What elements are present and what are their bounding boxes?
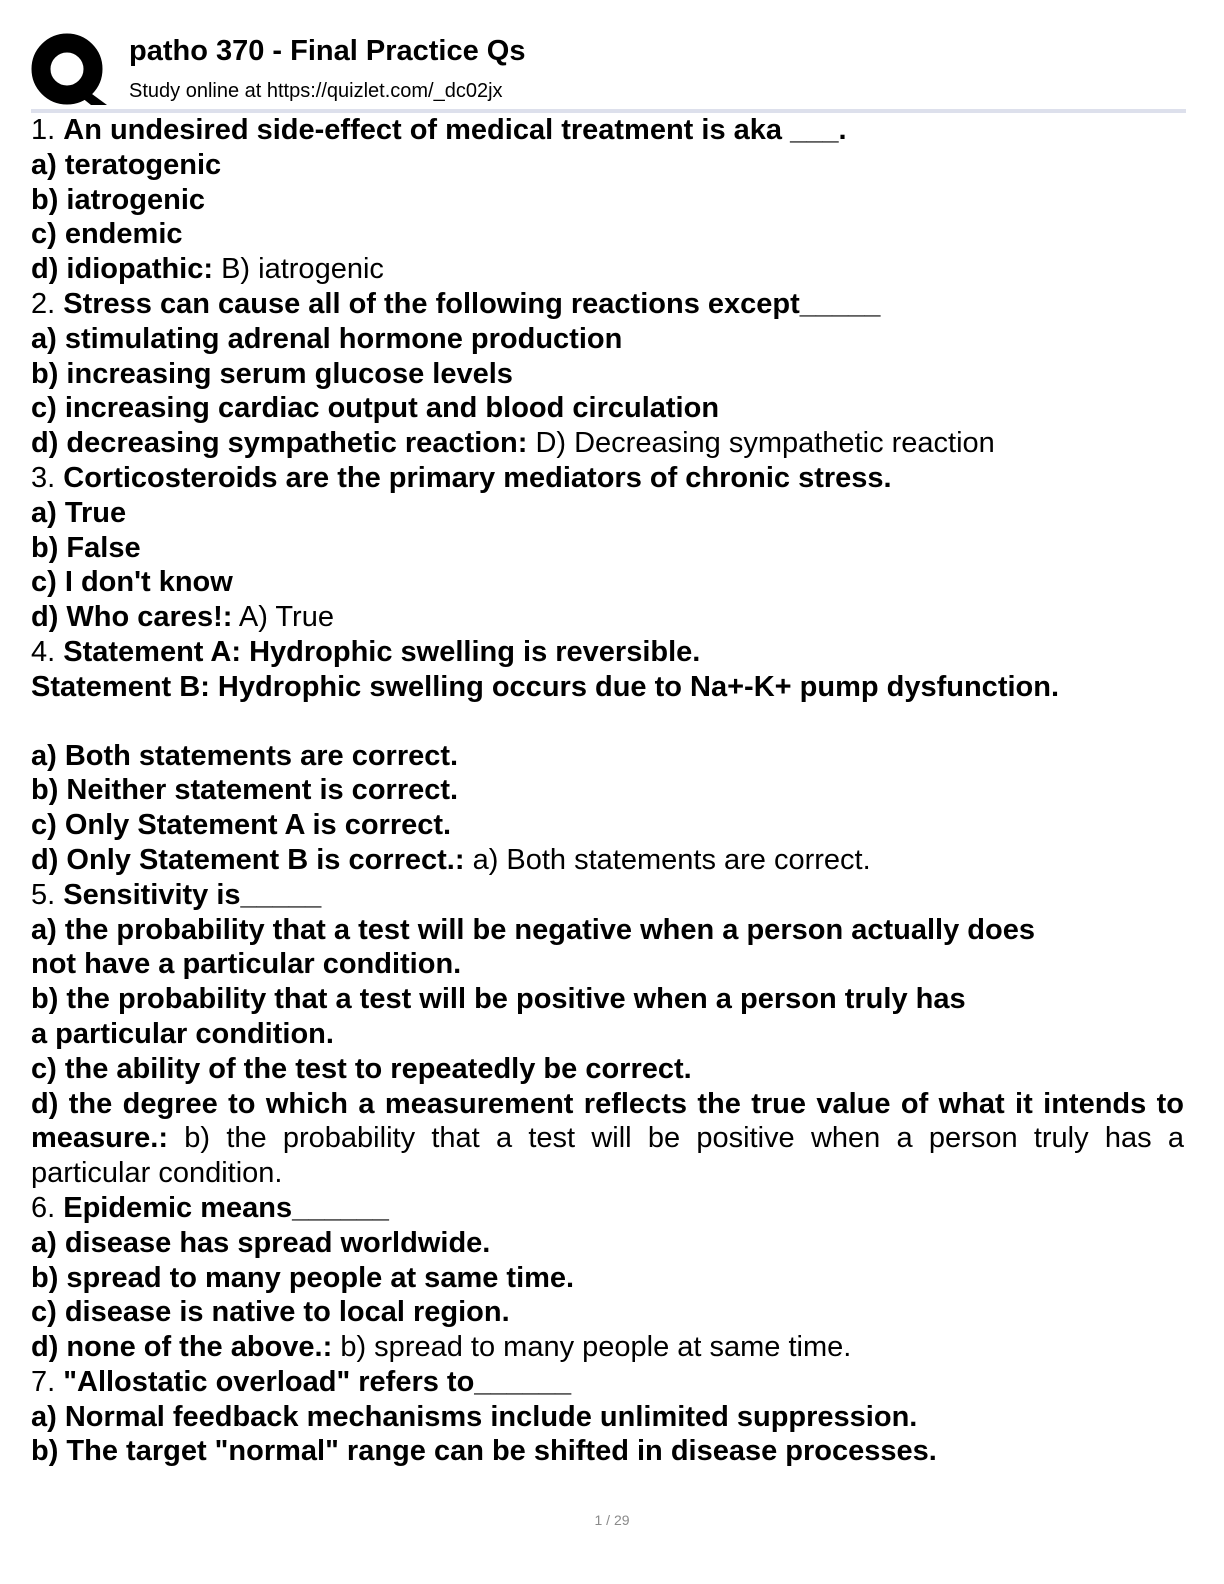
question-5 <box>31 878 1184 1191</box>
option-b: b) increasing serum glucose levels <box>31 357 513 390</box>
option-d-with-answer <box>31 252 1184 287</box>
question-number: 1. <box>31 114 56 146</box>
option-d-with-answer <box>31 600 1184 635</box>
answer-text: D) Decreasing sympathetic reaction <box>535 427 995 460</box>
question-list <box>31 113 1184 1469</box>
question-number: 5. <box>31 878 56 911</box>
document-title: patho 370 - Final Practice Qs <box>129 35 526 67</box>
question-6 <box>31 1191 1184 1365</box>
option-a: a) stimulating adrenal hormone production <box>31 322 623 355</box>
question-prompt <box>31 113 1184 148</box>
option-d: d) Only Statement B is correct.: <box>31 843 465 876</box>
option-c: c) I don't know <box>31 566 233 599</box>
question-4 <box>31 635 1184 878</box>
question-prompt <box>31 461 1184 496</box>
option-d: d) Who cares!: <box>31 601 233 634</box>
question-3 <box>31 461 1184 635</box>
answer-text: b) the probability that a test will be positive when a person truly has a particular condition. <box>31 1122 1185 1190</box>
option-b: b) iatrogenic <box>31 183 206 216</box>
question-number: 3. <box>31 461 56 494</box>
answer-text: B) iatrogenic <box>221 253 384 286</box>
option-d-with-answer <box>31 1330 1184 1365</box>
question-text: Statement A: Hydrophic swelling is reversible. <box>63 635 701 668</box>
option-c: c) increasing cardiac output and blood circulation <box>31 392 720 425</box>
question-text: Stress can cause all of the following reactions except_____ <box>63 287 881 320</box>
option-a: a) Normal feedback mechanisms include unlimited suppression. <box>31 1400 918 1433</box>
question-number: 2. <box>31 287 56 320</box>
option-b: b) Neither statement is correct. <box>31 774 459 807</box>
option-c: c) Only Statement A is correct. <box>31 809 452 842</box>
option-b: b) The target "normal" range can be shifted in disease processes. <box>31 1435 937 1468</box>
option-a: a) disease has spread worldwide. <box>31 1226 491 1259</box>
option-d: d) idiopathic: <box>31 253 214 286</box>
question-number: 4. <box>31 635 56 668</box>
option-c: c) endemic <box>31 218 183 251</box>
option-a: a) the probability that a test will be negative when a person actually does <box>31 913 1035 946</box>
question-number: 7. <box>31 1365 56 1398</box>
question-prompt <box>31 878 1184 913</box>
option-d: d) decreasing sympathetic reaction: <box>31 427 528 460</box>
question-text-continued: Statement B: Hydrophic swelling occurs due to Na+-K+ pump dysfunction. <box>31 670 1060 703</box>
page-number: 1 / 29 <box>594 1512 630 1528</box>
blank-line <box>31 705 1184 739</box>
option-c: c) the ability of the test to repeatedly be correct. <box>31 1052 692 1085</box>
question-prompt <box>31 1365 1184 1400</box>
study-online-link[interactable]: Study online at https://quizlet.com/_dc02jx <box>129 80 503 102</box>
question-text: Epidemic means______ <box>63 1191 389 1224</box>
question-prompt <box>31 287 1184 322</box>
question-7 <box>31 1365 1184 1469</box>
option-b: b) False <box>31 531 141 564</box>
question-text: Corticosteroids are the primary mediators of chronic stress. <box>63 461 892 494</box>
option-c: c) disease is native to local region. <box>31 1296 510 1329</box>
option-d: d) the degree to which a measurement reflects the true value of what it intends to measure.: <box>31 1087 1184 1155</box>
answer-text: b) spread to many people at same time. <box>340 1331 852 1364</box>
question-text: "Allostatic overload" refers to______ <box>63 1365 572 1398</box>
option-d-with-answer <box>31 1087 1184 1191</box>
option-b: b) the probability that a test will be positive when a person truly has <box>31 983 966 1016</box>
question-number: 6. <box>31 1191 56 1224</box>
option-a: a) True <box>31 496 127 529</box>
option-d-with-answer <box>31 843 1184 878</box>
question-2 <box>31 287 1184 461</box>
answer-text: a) Both statements are correct. <box>472 843 871 876</box>
quizlet-logo-icon <box>31 33 107 105</box>
option-d: d) none of the above.: <box>31 1331 333 1364</box>
question-text: Sensitivity is_____ <box>63 878 322 911</box>
option-d-with-answer <box>31 426 1184 461</box>
question-prompt <box>31 635 1184 670</box>
option-a: a) Both statements are correct. <box>31 739 459 772</box>
option-b-continued: a particular condition. <box>31 1017 334 1050</box>
answer-text: A) True <box>238 601 334 634</box>
question-text: An undesired side-effect of medical treatment is aka ___. <box>63 114 847 146</box>
option-a-continued: not have a particular condition. <box>31 948 462 981</box>
option-b: b) spread to many people at same time. <box>31 1261 575 1294</box>
question-1 <box>31 113 1184 287</box>
option-a: a) teratogenic <box>31 148 222 181</box>
question-prompt <box>31 1191 1184 1226</box>
